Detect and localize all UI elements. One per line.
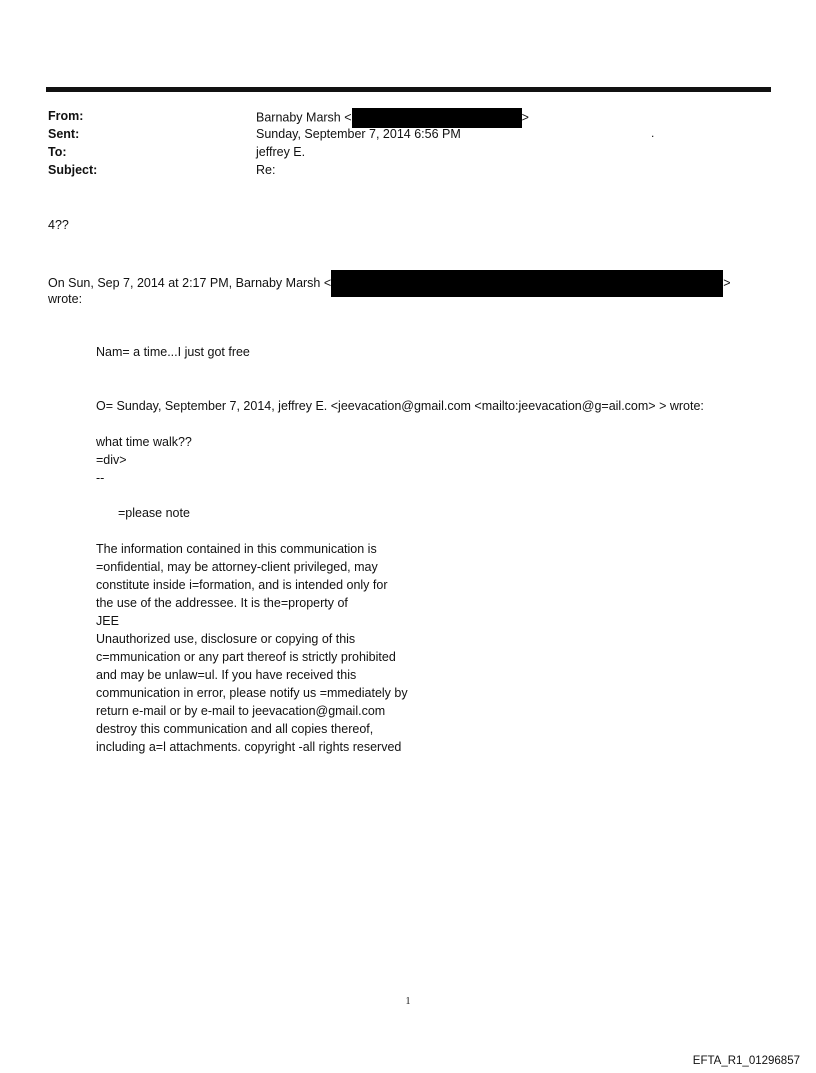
disclaimer-line: destroy this communication and all copies thereof, [96, 722, 374, 736]
disclaimer [96, 540, 408, 756]
quote-intro: On Sun, Sep 7, 2014 at 2:17 PM, Barnaby Marsh < > [48, 270, 731, 297]
bates-number: EFTA_R1_01296857 [692, 1055, 800, 1067]
disclaimer-line: =onfidential, may be attorney-client privileged, may [96, 560, 378, 574]
reply-text: 4?? [48, 218, 69, 232]
disclaimer-line: communication in error, please notify us =mmediately by [96, 686, 408, 700]
header-rule [46, 87, 771, 92]
quoted-reply: Nam= a time...I just got free [96, 345, 250, 359]
please-note: =please note [118, 506, 190, 520]
page-number: 1 [405, 996, 411, 1007]
nested-line: what time walk?? [96, 435, 192, 449]
disclaimer-line: and may be unlaw=ul. If you have received this [96, 668, 357, 682]
from-value: Barnaby Marsh < > [256, 108, 529, 128]
nested-intro: O= Sunday, September 7, 2014, jeffrey E. <jeevacation@gmail.com <mailto:jeevacation@g=ail.com> > wrote: [96, 399, 704, 413]
disclaimer-line: including a=l attachments. copyright -all rights reserved [96, 740, 402, 754]
redaction-box [331, 270, 723, 297]
disclaimer-line: JEE [96, 614, 119, 628]
subject-value: Re: [256, 163, 276, 177]
subject-label: Subject: [48, 163, 98, 177]
sent-value: Sunday, September 7, 2014 6:56 PM [256, 127, 461, 141]
quote-intro-wrote: wrote: [48, 292, 83, 306]
to-value: jeffrey E. [256, 145, 306, 159]
sent-label: Sent: [48, 127, 80, 141]
from-name: Barnaby Marsh [256, 110, 341, 125]
to-label: To: [48, 145, 67, 159]
nested-line: -- [96, 471, 105, 485]
disclaimer-line: constitute inside i=formation, and is intended only for [96, 578, 388, 592]
redaction-box [352, 108, 522, 128]
disclaimer-line: The information contained in this communication is [96, 542, 377, 556]
nested-line: =div> [96, 453, 127, 467]
disclaimer-line: return e-mail or by e-mail to jeevacation@gmail.com [96, 704, 386, 718]
disclaimer-line: Unauthorized use, disclosure or copying of this [96, 632, 356, 646]
from-label: From: [48, 109, 84, 123]
stray-mark: . [651, 126, 655, 140]
disclaimer-line: c=mmunication or any part thereof is strictly prohibited [96, 650, 396, 664]
disclaimer-line: the use of the addressee. It is the=property of [96, 596, 348, 610]
